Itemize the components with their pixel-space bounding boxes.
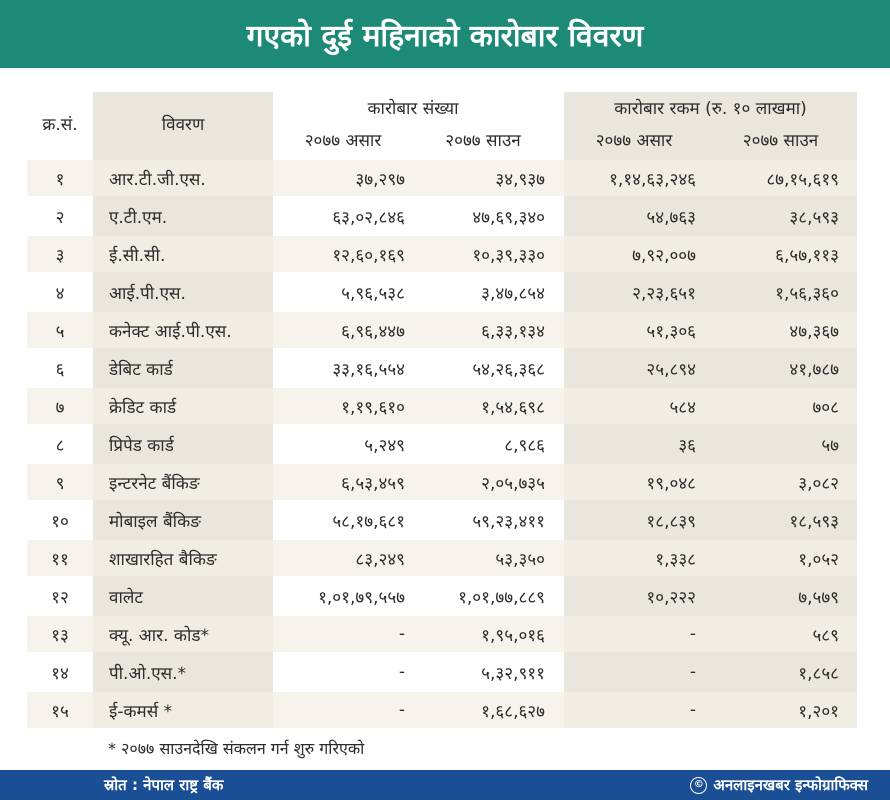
amount-saun: १,०५२ — [798, 549, 839, 570]
header-count-saun: २०७७ साउन — [445, 130, 521, 151]
amount-saun: ६,५७,११३ — [775, 245, 839, 266]
table-row — [27, 464, 857, 500]
row-description: ई-कमर्स * — [109, 701, 173, 722]
amount-asar: - — [689, 662, 696, 682]
count-asar: ८३,२४९ — [355, 549, 405, 570]
count-asar: ५८,१७,६८१ — [332, 511, 405, 532]
amount-asar: १०,२२२ — [646, 587, 696, 608]
count-saun: ८,९८६ — [504, 435, 545, 456]
amount-saun: ७,५७९ — [798, 587, 839, 608]
table-row — [27, 692, 857, 728]
amount-saun: ८७,१५,६१९ — [766, 169, 839, 190]
header-amount-saun: २०७७ साउन — [742, 130, 819, 151]
row-index: १३ — [51, 625, 69, 646]
table-row — [27, 654, 857, 690]
header-index: क्र.सं. — [42, 114, 78, 135]
count-asar: १२,६०,१६९ — [332, 245, 405, 266]
amount-asar: १,३३८ — [655, 549, 696, 570]
count-asar: - — [398, 662, 405, 682]
amount-asar: १८,८३९ — [646, 511, 696, 532]
table-row — [27, 540, 857, 576]
table-row — [27, 388, 857, 424]
table-row — [27, 160, 857, 196]
row-index: १४ — [51, 663, 69, 684]
page-title: गएको दुई महिनाको कारोबार विवरण — [0, 0, 890, 68]
count-saun: ३४,९३७ — [495, 169, 545, 190]
count-asar: - — [398, 700, 405, 720]
row-index: ४ — [55, 283, 65, 304]
count-asar: - — [398, 624, 405, 644]
row-description: मोबाइल बैंकिङ — [109, 511, 201, 532]
header-amount-group: कारोबार रकम (रु. १० लाखमा) — [614, 98, 807, 119]
count-asar: १,०१,७९,५५७ — [318, 587, 405, 608]
count-saun: ४७,६९,३४० — [472, 207, 545, 228]
amount-asar: १,१४,६३,२४६ — [609, 169, 696, 190]
source-bar — [0, 770, 890, 800]
row-index: २ — [55, 207, 65, 228]
count-asar: ५,२४९ — [364, 435, 405, 456]
count-saun: ५४,२६,३६८ — [472, 359, 545, 380]
data-table — [27, 92, 857, 728]
amount-asar: ३६ — [678, 435, 696, 456]
amount-saun: ४७,३६७ — [789, 321, 839, 342]
amount-saun: १,२०१ — [798, 701, 839, 722]
count-saun: ५३,३५० — [495, 549, 545, 570]
table-row — [27, 616, 857, 652]
table-row — [27, 426, 857, 462]
amount-saun: १,८५८ — [798, 663, 839, 684]
count-saun: १०,३९,३३० — [472, 245, 545, 266]
count-asar: ६३,०२,८४६ — [332, 207, 405, 228]
amount-asar: १९,०४८ — [646, 473, 696, 494]
amount-asar: ५८४ — [669, 397, 696, 418]
row-index: ३ — [55, 245, 65, 266]
count-saun: १,६८,६२७ — [481, 701, 545, 722]
row-index: ५ — [55, 321, 65, 342]
copyright-icon: © — [690, 777, 707, 794]
amount-saun: ४१,७८७ — [789, 359, 839, 380]
table-row — [27, 312, 857, 348]
count-saun: ६,३३,१३४ — [481, 321, 545, 342]
row-index: ८ — [55, 435, 65, 456]
header-count-group: कारोबार संख्या — [367, 98, 459, 119]
row-index: १ — [55, 169, 65, 190]
count-asar: ६,९६,४४७ — [341, 321, 405, 342]
footnote: * २०७७ साउनदेखि संकलन गर्न शुरु गरिएको — [108, 739, 365, 758]
header-amount-asar: २०७७ असार — [595, 130, 673, 151]
row-description: शाखारहित बैकिङ — [109, 549, 217, 570]
count-saun: ५,३२,९११ — [481, 663, 545, 684]
row-index: ९ — [55, 473, 65, 494]
amount-saun: ५८९ — [812, 625, 839, 646]
count-asar: ५,९६,५३८ — [341, 283, 405, 304]
row-index: ६ — [55, 359, 65, 380]
amount-asar: ७,९२,००७ — [632, 245, 696, 266]
row-description: ई.सी.सी. — [109, 245, 166, 266]
count-saun: ५९,२३,४११ — [472, 511, 545, 532]
table-row — [27, 350, 857, 386]
row-description: क्यू. आर. कोड* — [109, 625, 209, 646]
count-saun: २,०५,७३५ — [481, 473, 545, 494]
amount-asar: - — [689, 624, 696, 644]
header-description: विवरण — [161, 114, 205, 135]
table-row — [27, 236, 857, 272]
amount-asar: ५४,७६३ — [646, 207, 696, 228]
header-count-asar: २०७७ असार — [304, 130, 382, 151]
amount-saun: ३,०८२ — [798, 473, 839, 494]
amount-saun: १,५६,३६० — [775, 283, 839, 304]
table-row — [27, 274, 857, 310]
table-row — [27, 578, 857, 614]
amount-asar: २,२३,६५१ — [632, 283, 696, 304]
row-description: वालेट — [109, 587, 143, 608]
count-saun: १,५४,६९८ — [481, 397, 545, 418]
count-saun: १,९५,०१६ — [481, 625, 545, 646]
count-asar: ३३,१६,५५४ — [332, 359, 405, 380]
row-description: पी.ओ.एस.* — [109, 663, 187, 684]
amount-saun: ३८,५९३ — [789, 207, 839, 228]
amount-saun: ७०८ — [812, 397, 839, 418]
row-description: प्रिपेड कार्ड — [109, 435, 174, 456]
row-index: १५ — [51, 701, 69, 722]
source-text: स्रोत : नेपाल राष्ट्र बैंक — [104, 776, 224, 794]
row-description: इन्टरनेट बैंकिङ — [109, 473, 200, 494]
amount-asar: २५,८९४ — [646, 359, 696, 380]
count-asar: ६,५३,४५९ — [341, 473, 405, 494]
row-index: ११ — [51, 549, 69, 570]
row-description: कनेक्ट आई.पी.एस. — [109, 321, 232, 342]
copyright — [690, 770, 868, 800]
row-description: आई.पी.एस. — [109, 283, 186, 304]
row-index: १२ — [51, 587, 69, 608]
count-saun: १,०१,७७,८८९ — [458, 587, 545, 608]
amount-asar: - — [689, 700, 696, 720]
row-index: १० — [51, 511, 69, 532]
amount-saun: १८,५९३ — [789, 511, 839, 532]
amount-saun: ५७ — [821, 435, 839, 456]
row-index: ७ — [55, 397, 65, 418]
count-asar: १,१९,६१० — [341, 397, 405, 418]
count-asar: ३७,२९७ — [355, 169, 405, 190]
table-row — [27, 502, 857, 538]
copyright-text: अनलाइनखबर इन्फोग्राफिक्स — [713, 776, 868, 794]
table-row — [27, 198, 857, 234]
count-saun: ३,४७,८५४ — [481, 283, 545, 304]
amount-asar: ५१,३०६ — [646, 321, 696, 342]
row-description: क्रेडिट कार्ड — [109, 397, 177, 418]
row-description: ए.टी.एम. — [109, 207, 168, 228]
row-description: डेबिट कार्ड — [109, 359, 173, 380]
row-description: आर.टी.जी.एस. — [109, 169, 206, 190]
